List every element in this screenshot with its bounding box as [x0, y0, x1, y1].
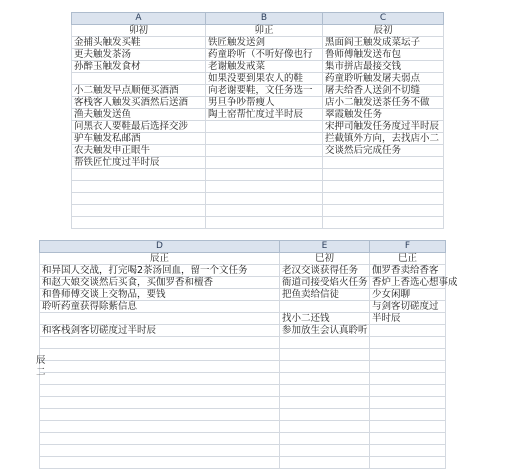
table-cell[interactable]: 交谈然后完成任务	[323, 145, 444, 157]
table-cell[interactable]: 如果没要到果农人的鞋	[206, 73, 323, 85]
table-cell[interactable]	[370, 325, 446, 337]
table-cell[interactable]: 和赵大娘交谈然后买食，买伽罗香和檀香	[40, 277, 280, 289]
table-row	[72, 145, 444, 157]
table-row	[72, 181, 444, 193]
table-cell[interactable]	[280, 337, 370, 349]
table-cell[interactable]	[370, 397, 446, 409]
column-header-b[interactable]: B	[206, 13, 323, 25]
table-cell[interactable]	[72, 205, 206, 217]
table-cell[interactable]	[72, 217, 206, 229]
table-cell[interactable]: 老汉交谈获得任务	[280, 265, 370, 277]
table-row	[40, 265, 446, 277]
table-cell[interactable]	[206, 181, 323, 193]
header-cell[interactable]: 卯正	[206, 25, 323, 37]
table-row	[40, 361, 446, 373]
table-cell[interactable]: 农夫触发申正眼牛	[72, 145, 206, 157]
table-cell[interactable]	[370, 373, 446, 385]
table-row	[40, 409, 446, 421]
table-cell[interactable]	[280, 397, 370, 409]
table-row	[40, 385, 446, 397]
table-cell[interactable]: 屠夫给香人送剑不切缝	[323, 85, 444, 97]
table-cell[interactable]	[280, 445, 370, 457]
table-cell[interactable]: 店小二触发送茶任务不做	[323, 97, 444, 109]
table-row	[40, 313, 446, 325]
table-cell[interactable]: 拦截镇外方向，去找店小二	[323, 133, 444, 145]
column-header-e[interactable]: E	[280, 241, 370, 253]
table-cell[interactable]: 伽罗香卖给香客	[370, 265, 446, 277]
table-cell[interactable]: 驴车触发私邮酒	[72, 133, 206, 145]
table-cell[interactable]	[370, 349, 446, 361]
table-row	[40, 277, 446, 289]
table-cell[interactable]	[206, 121, 323, 133]
table-cell[interactable]	[280, 433, 370, 445]
table-cell[interactable]: 参加放生会认真聆听	[280, 325, 370, 337]
table-cell[interactable]: 金捕头触发买鞋	[72, 37, 206, 49]
table-cell[interactable]	[40, 397, 280, 409]
header-cell[interactable]: 巳正	[370, 253, 446, 265]
table-cell[interactable]	[40, 457, 280, 469]
table-cell[interactable]: 问黑衣人要鞋最后选择交涉	[72, 121, 206, 133]
table-cell[interactable]	[323, 169, 444, 181]
table-cell[interactable]: 香炉上香选心想事成	[370, 277, 446, 289]
table-row	[40, 433, 446, 445]
table-cell[interactable]	[370, 433, 446, 445]
table-cell[interactable]	[40, 409, 280, 421]
table-cell[interactable]: 把鱼卖给信徒	[280, 289, 370, 301]
table-row	[72, 109, 444, 121]
table-row	[40, 349, 446, 361]
table-row	[40, 325, 446, 337]
table-cell[interactable]	[370, 337, 446, 349]
table-cell[interactable]	[370, 457, 446, 469]
table-cell[interactable]: 客栈客人触发买酒然后送酒	[72, 97, 206, 109]
table-cell[interactable]	[40, 445, 280, 457]
table-cell[interactable]	[370, 385, 446, 397]
table-cell[interactable]: 找小二还钱	[280, 313, 370, 325]
table-cell[interactable]: 渔夫触发送鱼	[72, 109, 206, 121]
table-cell[interactable]	[323, 181, 444, 193]
title-row	[40, 253, 446, 265]
table-row	[72, 157, 444, 169]
header-cell[interactable]: 辰正	[40, 253, 280, 265]
table-row	[40, 289, 446, 301]
table-row	[72, 193, 444, 205]
table-cell[interactable]: 鲁师傅触发送布包	[323, 49, 444, 61]
table-cell[interactable]: 药童聆听触发屠夫弱点	[323, 73, 444, 85]
table-cell[interactable]: 少女闲聊	[370, 289, 446, 301]
table-cell[interactable]	[323, 217, 444, 229]
table-row	[72, 217, 444, 229]
table-cell[interactable]	[280, 301, 370, 313]
table-cell[interactable]	[40, 361, 280, 373]
table-cell[interactable]: 陶土窑帮忙度过半时辰	[206, 109, 323, 121]
table-cell[interactable]	[40, 313, 280, 325]
column-header-row	[40, 241, 446, 253]
table-cell[interactable]	[206, 169, 323, 181]
table-cell[interactable]	[206, 133, 323, 145]
header-cell[interactable]: 巳初	[280, 253, 370, 265]
table-cell[interactable]	[72, 169, 206, 181]
table-cell[interactable]	[323, 193, 444, 205]
table-row	[72, 61, 444, 73]
table-cell[interactable]	[40, 421, 280, 433]
table-cell[interactable]	[40, 337, 280, 349]
table-row	[40, 457, 446, 469]
table-row	[72, 97, 444, 109]
table-cell[interactable]: 小二触发早点顺便买酒酒	[72, 85, 206, 97]
table-cell[interactable]	[323, 157, 444, 169]
table-cell[interactable]: 衙道司接受焰火任务	[280, 277, 370, 289]
table-row	[40, 301, 446, 313]
table-row	[72, 49, 444, 61]
table-cell[interactable]	[370, 421, 446, 433]
column-header-c[interactable]: C	[323, 13, 444, 25]
table-cell[interactable]	[206, 205, 323, 217]
table-cell[interactable]	[323, 205, 444, 217]
table-cell[interactable]: 老谢触发戒菜	[206, 61, 323, 73]
table-cell[interactable]	[370, 445, 446, 457]
table-cell[interactable]: 和鲁师傅交谈上交物品，要钱	[40, 289, 280, 301]
table-cell[interactable]: 聆听药童获得除紫信息	[40, 301, 280, 313]
spreadsheet-bottom	[39, 240, 458, 469]
table-cell[interactable]	[280, 421, 370, 433]
table-row	[40, 445, 446, 457]
table-row	[72, 73, 444, 85]
table-cell[interactable]: 更夫触发茶汤	[72, 49, 206, 61]
table-row	[40, 373, 446, 385]
table-cell[interactable]	[280, 373, 370, 385]
row-stub-2: 二	[36, 367, 46, 378]
table-cell[interactable]	[370, 361, 446, 373]
table-cell[interactable]: 铁匠触发送剑	[206, 37, 323, 49]
table-cell[interactable]: 和异国人交战，打完喝2茶汤回血，留一个文任务	[40, 265, 280, 277]
title-row	[72, 25, 444, 37]
table-cell[interactable]	[206, 157, 323, 169]
table-cell[interactable]	[72, 193, 206, 205]
table-cell[interactable]	[40, 349, 280, 361]
table-cell[interactable]	[72, 73, 206, 85]
table-cell[interactable]	[206, 145, 323, 157]
table-cell[interactable]: 宋押司触发任务度过半时辰	[323, 121, 444, 133]
table-cell[interactable]: 孙醉玉触发食材	[72, 61, 206, 73]
table-row	[40, 337, 446, 349]
table-cell[interactable]	[206, 193, 323, 205]
table-cell[interactable]	[370, 409, 446, 421]
table-cell[interactable]	[280, 349, 370, 361]
table-cell[interactable]: 帮铁匠忙度过半时辰	[72, 157, 206, 169]
table-cell[interactable]	[280, 457, 370, 469]
table-cell[interactable]	[280, 385, 370, 397]
table-cell[interactable]: 集市拼店最接交钱	[323, 61, 444, 73]
table-row	[72, 169, 444, 181]
table-cell[interactable]: 向老谢要鞋，文任务选一	[206, 85, 323, 97]
header-cell[interactable]: 辰初	[323, 25, 444, 37]
table-cell[interactable]	[280, 361, 370, 373]
table-row	[72, 121, 444, 133]
table-row	[72, 205, 444, 217]
table-cell[interactable]: 与剑客切磋度过	[370, 301, 446, 313]
table-cell[interactable]: 男旦争吵帮瘦人	[206, 97, 323, 109]
spreadsheet-top	[71, 12, 444, 229]
table-row	[40, 397, 446, 409]
table-cell[interactable]: 半时辰	[370, 313, 446, 325]
table-cell[interactable]	[280, 409, 370, 421]
table-cell[interactable]: 翠霞触发任务	[323, 109, 444, 121]
column-header-d[interactable]: D	[40, 241, 280, 253]
table-cell[interactable]	[72, 181, 206, 193]
table-cell[interactable]	[40, 433, 280, 445]
table-cell[interactable]: 和客栈剑客切磋度过半时辰	[40, 325, 280, 337]
table-row	[40, 421, 446, 433]
column-header-f[interactable]: F	[370, 241, 446, 253]
table-cell[interactable]	[40, 385, 280, 397]
table-cell[interactable]	[206, 217, 323, 229]
table-row	[72, 37, 444, 49]
header-cell[interactable]: 卯初	[72, 25, 206, 37]
table-row	[72, 85, 444, 97]
table-cell[interactable]: 黑面阎王触发成菜坛子	[323, 37, 444, 49]
row-stub-1: 辰	[36, 355, 46, 366]
table-row	[72, 133, 444, 145]
column-header-row	[72, 13, 444, 25]
table-cell[interactable]: 药童聆听（不听好像也行	[206, 49, 323, 61]
table-cell[interactable]	[40, 373, 280, 385]
column-header-a[interactable]: A	[72, 13, 206, 25]
